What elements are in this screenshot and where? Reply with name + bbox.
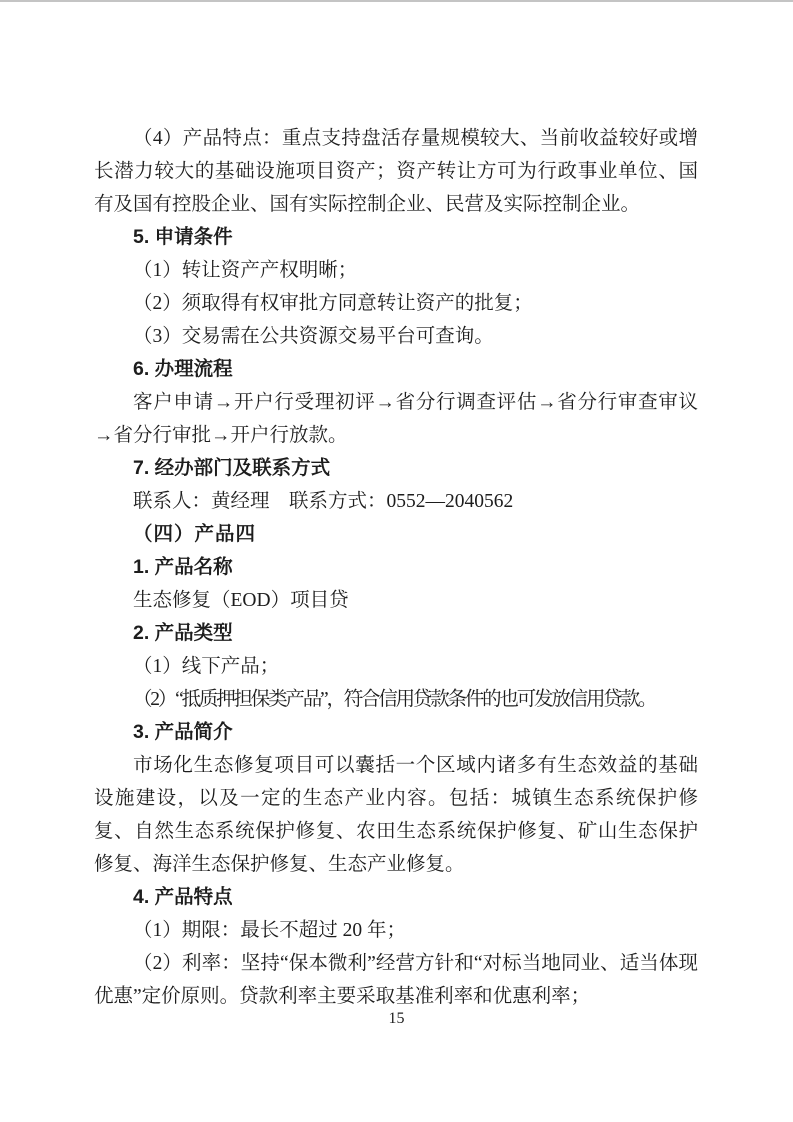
section-heading: 7. 经办部门及联系方式 — [133, 457, 331, 479]
section-heading: （四）产品四 — [133, 524, 257, 545]
paragraph: （4）产品特点：重点支持盘活存量规模较大、当前收益较好或增长潜力较大的基础设施项目资产；资产转让方可为行政事业单位、国有及国有控股企业、国有实际控制企业、民营及实际控制企业。 — [94, 128, 698, 215]
page-number: 15 — [388, 1010, 405, 1027]
section-heading: 1. 产品名称 — [133, 556, 233, 578]
paragraph: 市场化生态修复项目可以囊括一个区域内诸多有生态效益的基础设施建设，以及一定的生态产业内容。包括：城镇生态系统保护修复、自然生态系统保护修复、农田生态系统保护修复、矿山生态保护修复、海洋生态保护修复、生态产业修复。 — [94, 755, 698, 875]
paragraph: （2）利率：坚持“保本微利”经营方针和“对标当地同业、适当体现优惠”定价原则。贷款利率主要采取基准利率和优惠利率； — [94, 953, 698, 1007]
section-heading: 2. 产品类型 — [133, 622, 233, 644]
document-body — [94, 122, 698, 1013]
paragraph: （1）转让资产产权明晰； — [133, 260, 358, 281]
paragraph: 联系人：黄经理 联系方式：0552—2040562 — [133, 491, 514, 512]
section-heading: 4. 产品特点 — [133, 886, 233, 908]
paragraph: （1）期限：最长不超过 20 年； — [133, 920, 407, 941]
section-heading: 3. 产品简介 — [133, 721, 233, 743]
section-heading: 5. 申请条件 — [133, 226, 233, 248]
paragraph: 客户申请→开户行受理初评→省分行调查评估→省分行审查审议→省分行审批→开户行放款。 — [94, 392, 698, 446]
paragraph: （2）“抵质押担保类产品”，符合信用贷款条件的也可发放信用贷款。 — [133, 689, 656, 710]
paragraph: （2）须取得有权审批方同意转让资产的批复； — [133, 293, 533, 314]
paragraph: （3）交易需在公共资源交易平台可查询。 — [133, 326, 494, 347]
paragraph: 生态修复（EOD）项目贷 — [133, 590, 349, 611]
paragraph: （1）线下产品； — [133, 656, 280, 677]
section-heading: 6. 办理流程 — [133, 358, 233, 380]
